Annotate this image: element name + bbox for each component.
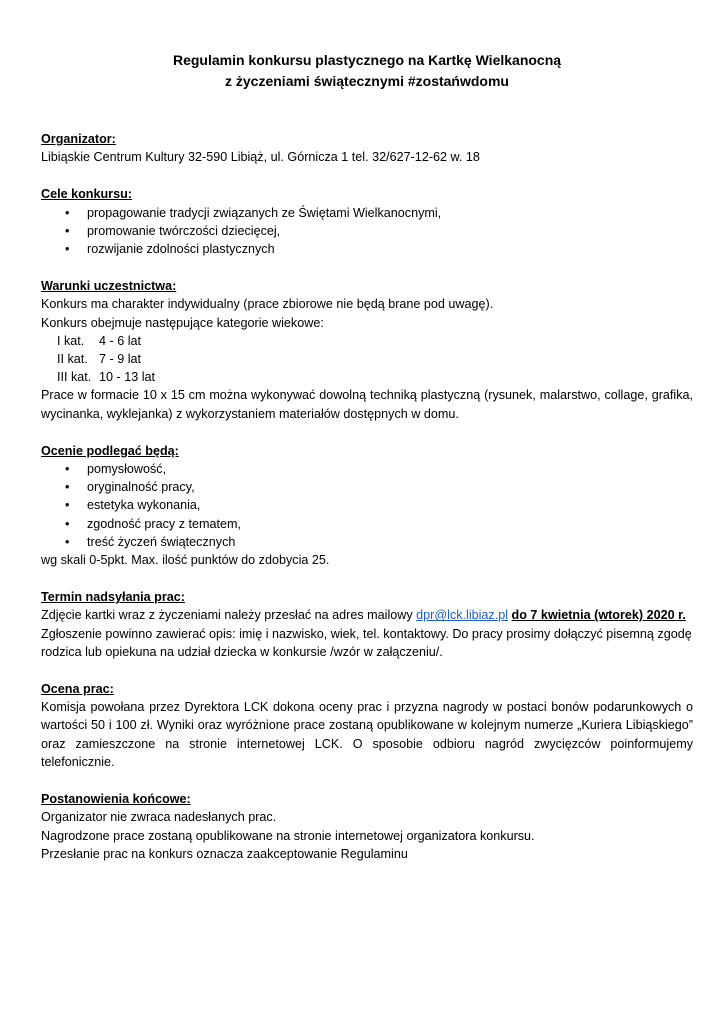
category-range: 10 - 13 lat: [99, 370, 156, 385]
deadline-date: do 7 kwietnia (wtorek) 2020 r.: [511, 608, 686, 623]
email-link[interactable]: dpr@lck.libiaz.pl: [416, 608, 509, 623]
deadline-text-after: Zgłoszenie powinno zawierać opis: imię i nazwisko, wiek, tel. kontaktowy. Do pracy prosimy dołączyć pisemną zgodę rodzica lub opiekuna na udział dziecka w konkursie /wzór w załączeniu/.: [41, 626, 692, 659]
category-row: [41, 332, 693, 350]
category-label: I kat.: [57, 333, 85, 348]
title-line-2: z życzeniami świątecznymi #zostańwdomu: [225, 73, 509, 89]
goals-item: • propagowanie tradycji związanych ze Świętami Wielkanocnymi,: [65, 204, 693, 222]
final-line: Nagrodzone prace zostaną opublikowane na stronie internetowej organizatora konkursu.: [41, 828, 535, 843]
criteria-item: • estetyka wykonania,: [65, 496, 693, 514]
criteria-item: • zgodność pracy z tematem,: [65, 515, 693, 533]
document-page: [41, 50, 693, 882]
conditions-line-1: Konkurs ma charakter indywidualny (prace zbiorowe nie będą brane pod uwagę).: [41, 297, 494, 312]
category-range: 7 - 9 lat: [99, 352, 141, 367]
organizer-section: [41, 130, 693, 166]
criteria-section: [41, 442, 693, 569]
goals-item: • promowanie twórczości dziecięcej,: [65, 222, 693, 240]
criteria-list: [41, 460, 693, 551]
title-line-1: Regulamin konkursu plastycznego na Kartkę Wielkanocną: [172, 52, 562, 68]
criteria-item: • pomysłowość,: [65, 460, 693, 478]
organizer-text: Libiąskie Centrum Kultury 32-590 Libiąż, ul. Górnicza 1 tel. 32/627-12-62 w. 18: [41, 150, 480, 165]
conditions-section: [41, 277, 693, 423]
category-label: III kat.: [57, 370, 92, 385]
goals-section: [41, 185, 693, 258]
deadline-heading: Termin nadsyłania prac:: [41, 590, 185, 605]
final-line: Organizator nie zwraca nadesłanych prac.: [41, 810, 277, 825]
category-row: [41, 350, 693, 368]
goals-heading: Cele konkursu:: [41, 187, 132, 202]
conditions-line-2: Konkurs obejmuje następujące kategorie wiekowe:: [41, 315, 324, 330]
evaluation-heading: Ocena prac:: [41, 682, 114, 697]
category-row: [41, 368, 693, 386]
deadline-text-before: Zdjęcie kartki wraz z życzeniami należy przesłać na adres mailowy: [41, 608, 417, 623]
final-line: Przesłanie prac na konkurs oznacza zaakceptowanie Regulaminu: [41, 846, 408, 861]
evaluation-text: Komisja powołana przez Dyrektora LCK dokona oceny prac i przyzna nagrody w postaci bonów podarunkowych o wartości 50 i 100 zł. Wyniki oraz wyróżnione prace zostaną opublikowane w kolejnym numerze „Kuriera Libiąskiego” oraz zamieszczone na stronie internetowej LCK. O sposobie odbioru nagród zwycięzców poinformujemy telefonicznie.: [41, 700, 693, 769]
criteria-heading: Ocenie podlegać będą:: [41, 443, 179, 458]
category-range: 4 - 6 lat: [99, 333, 141, 348]
category-label: II kat.: [57, 352, 88, 367]
deadline-section: [41, 588, 693, 661]
final-section: [41, 790, 693, 863]
conditions-format: Prace w formacie 10 x 15 cm można wykonywać dowolną techniką plastyczną (rysunek, malarstwo, collage, grafika, wycinanka, wyklejanka) z wykorzystaniem materiałów dostępnych w domu.: [41, 388, 693, 421]
criteria-item: • oryginalność pracy,: [65, 478, 693, 496]
conditions-heading: Warunki uczestnictwa:: [41, 279, 177, 294]
organizer-heading: Organizator:: [41, 132, 116, 146]
criteria-item: • treść życzeń świątecznych: [65, 533, 693, 551]
evaluation-section: [41, 680, 693, 771]
goals-item: • rozwijanie zdolności plastycznych: [65, 240, 693, 258]
title-block: [41, 50, 693, 92]
deadline-text: [41, 606, 693, 661]
goals-list: [41, 204, 693, 259]
criteria-scale: wg skali 0-5pkt. Max. ilość punktów do zdobycia 25.: [41, 553, 330, 568]
final-heading: Postanowienia końcowe:: [41, 792, 191, 807]
